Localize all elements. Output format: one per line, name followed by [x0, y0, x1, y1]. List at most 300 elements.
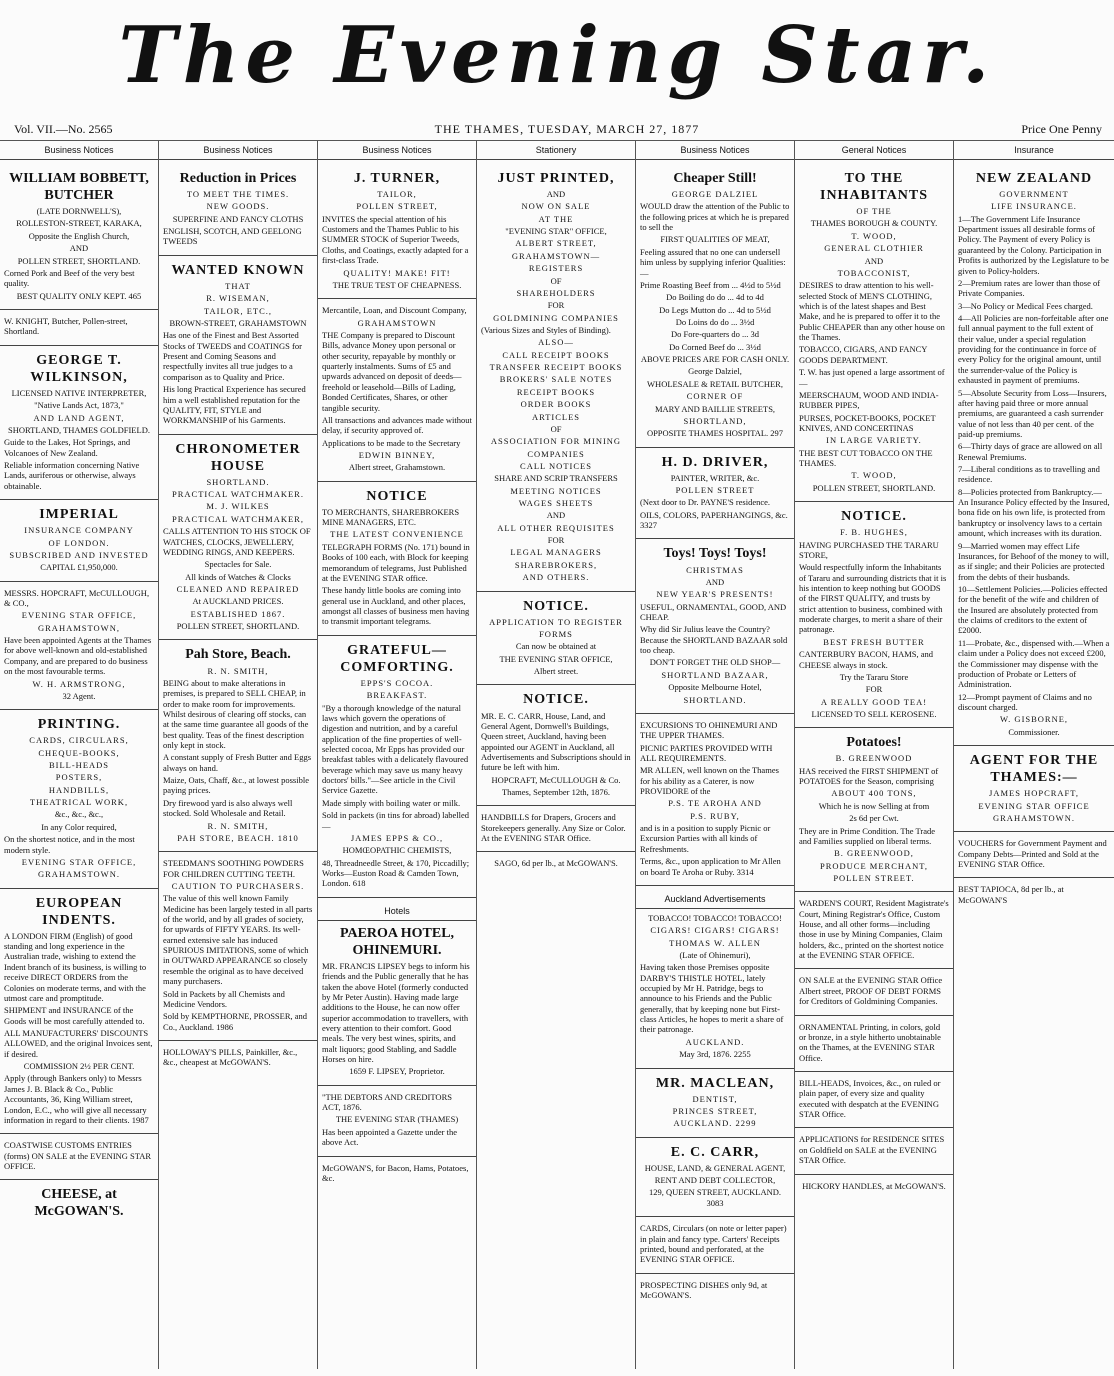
ad-line: BILL-HEADS, Invoices, &c., on ruled or plain paper, of every size and quality executed with despatch at the EVENING STAR Office.: [799, 1078, 941, 1120]
advertisement: [318, 299, 476, 481]
ad-line: The value of this well known Family Medicine has been largely tested in all parts of the world, and by all grades of society, for upwards of FIFTY YEARS. Its well-earned extensive sale has induced SPURIOUS IMITATIONS, some of which in OUTWARD APPEARANCE so closely resemble the original as to have deceived many purchasers.: [163, 893, 313, 987]
ad-line: These handy little books are coming into general use in Auckland, and other places, amongst all classes of business men having to transmit important telegrams.: [322, 585, 470, 627]
ad-line: NEW YEAR'S PRESENTS!: [656, 589, 774, 600]
ad-line: AND: [705, 576, 725, 587]
ad-line: POLLEN STREET, SHORTLAND.: [176, 621, 300, 632]
ad-line: Applications to be made to the Secretary: [322, 437, 461, 448]
ad-line: R. WISEMAN,: [206, 293, 270, 304]
ad-line: BEST QUALITY ONLY KEPT. 465: [16, 290, 142, 301]
ad-line: W. GISBORNE,: [999, 714, 1069, 725]
ad-line: APPLICATIONS for RESIDENCE SITES on Goldfield on SALE at the EVENING STAR Office.: [799, 1134, 945, 1166]
ad-line: Thames, September 12th, 1876.: [501, 787, 611, 798]
ad-line: TOBACCONIST,: [837, 267, 911, 278]
ad-line: TOBACCO, CIGARS, AND FANCY GOODS DEPARTMENT.: [799, 344, 928, 365]
ad-line: NOTICE.: [841, 509, 907, 525]
column-5: [636, 141, 795, 1369]
ad-line: BILL-HEADS: [48, 760, 110, 771]
ad-line: Do Corned Beef do ... 3½d: [669, 341, 761, 352]
ad-line: HAS received the FIRST SHIPMENT of POTATOES for the Season, comprising: [799, 765, 939, 787]
column-heading: Business Notices: [159, 141, 317, 160]
ad-line: Can now be obtained at: [515, 641, 597, 652]
ad-line: AGENT FOR THE THAMES:—: [969, 753, 1099, 786]
ad-line: TO THE INHABITANTS: [820, 170, 928, 204]
ad-line: PROSPECTING DISHES only 9d, at McGOWAN'S.: [640, 1279, 768, 1300]
ad-line: Sold by KEMPTHORNE, PROSSER, and Co., Auckland. 1986: [163, 1011, 308, 1032]
ad-line: MEERSCHAUM, WOOD AND INDIA-RUBBER PIPES,: [799, 389, 939, 411]
ad-line: "THE DEBTORS AND CREDITORS ACT, 1876.: [322, 1091, 452, 1113]
section-heading: Auckland Advertisements: [636, 890, 794, 909]
ad-line: JAMES HOPCRAFT,: [989, 788, 1079, 799]
ad-line: (Next door to Dr. PAYNE'S residence.: [640, 497, 771, 508]
price: Price One Penny: [1021, 121, 1102, 136]
ad-line: ORDER BOOKS: [520, 399, 592, 410]
ad-line: Pah Store, Beach.: [185, 647, 291, 663]
ad-line: DESIRES to draw attention to his well-selected Stock of MEN'S CLOTHING, which is of the latest shapes and Best Make, and he is prepared to offer it to the Public CHEAPER than any other house on the Thames.: [799, 280, 945, 343]
ad-line: THE EVENING STAR OFFICE,: [499, 653, 613, 664]
ad-line: APPLICATION TO REGISTER: [489, 616, 623, 627]
advertisement: [954, 878, 1114, 913]
ad-line: CHEQUE-BOOKS,: [38, 747, 120, 758]
ad-line: His long Practical Experience has secured him a well established reputation for the QUALITY, FIT, STYLE and WORKMANSHIP of his Garments.: [163, 384, 306, 426]
ad-line: ALSO—: [538, 337, 574, 348]
ad-line: OILS, COLORS, PAPERHANGINGS, &c. 3327: [640, 509, 788, 531]
ad-line: 7—Liberal conditions as to travelling and residence.: [958, 464, 1100, 485]
advertisement: [636, 714, 794, 886]
column-heading: Business Notices: [636, 141, 794, 160]
advertisement: [477, 852, 635, 876]
ad-line: TO MERCHANTS, SHAREBROKERS MINE MANAGERS, ETC.: [322, 506, 460, 528]
advertisement: [795, 502, 953, 728]
ad-line: JUST PRINTED,: [497, 170, 615, 186]
ad-line: OPPOSITE THAMES HOSPITAL. 297: [646, 428, 784, 439]
ad-line: GOLDMINING COMPANIES: [493, 312, 619, 323]
ad-line: Commissioner.: [1008, 726, 1060, 737]
ad-line: POLLEN STREET, SHORTLAND.: [812, 482, 936, 493]
columns: [0, 141, 1114, 1369]
ad-line: CHRONOMETER HOUSE: [175, 441, 301, 474]
ad-line: Having taken those Premises opposite DARBY'S THISTLE HOTEL, lately occupied by Mr H. Patridge, begs to announce to his Friends and the Public generally, that by keeping none but First-class Articles, he hopes to merit a share of their patronage.: [640, 962, 784, 1035]
advertisement: [954, 832, 1114, 878]
ad-line: LIFE INSURANCE.: [991, 201, 1077, 212]
ad-line: Apply (through Bankers only) to Messrs James J. B. Black & Co., Public Accountants, 36, King William street, London, E.C., who will give all necessary information in regard to their clients. 1987: [4, 1073, 149, 1125]
ad-line: NOTICE.: [523, 692, 589, 708]
ad-line: ASSOCIATION FOR MINING: [490, 436, 622, 447]
ad-line: POLLEN STREET: [675, 485, 755, 496]
ad-line: P.S. TE AROHA AND: [668, 798, 762, 809]
ad-line: Has one of the Finest and Best Assorted Stocks of TWEEDS and COATINGS for Present and Coming Seasons and respectfully invites all true judges to a comparison as to Quality and Price.: [163, 330, 302, 382]
ad-line: INSURANCE COMPANY: [24, 525, 134, 536]
column-7: [954, 141, 1114, 1369]
ad-line: All transactions and advances made without delay, if security approved of.: [322, 414, 472, 436]
ad-line: PRODUCE MERCHANT,: [820, 860, 928, 871]
advertisement: [159, 640, 317, 852]
ad-line: OF THE: [856, 206, 892, 217]
ad-line: CARDS, CIRCULARS,: [29, 735, 129, 746]
ad-line: AND: [69, 243, 89, 254]
advertisement: [159, 435, 317, 641]
ad-line: SUBSCRIBED AND INVESTED: [9, 549, 149, 560]
advertisement: [636, 448, 794, 540]
masthead: [0, 0, 1114, 112]
advertisement: [0, 500, 158, 582]
ad-line: "By a thorough knowledge of the natural laws which govern the operations of digestion and nutrition, and by a careful application of the fine properties of well-selected cocoa, Mr Epps has provided our breakfast tables with a delicately flavoured beverage which may save us many heavy doctors' bills."—See article in the Civil Service Gazette.: [322, 702, 469, 796]
ad-line: Feeling assured that no one can undersell him unless by supplying inferior Qualities:—: [640, 246, 786, 278]
ad-line: SHIPMENT and INSURANCE of the Goods will be most carefully attended to.: [4, 1005, 145, 1026]
ad-line: GEORGE T. WILKINSON,: [30, 352, 128, 385]
column-1: [0, 141, 159, 1369]
ad-line: BEING about to make alterations in premises, is prepared to SELL CHEAP, in order to make room for improvements. Whilst desirous of clearing off stocks, can at the same time guarantee all goods of the best quality. Teas of the finest description only kept in stock.: [163, 677, 309, 751]
ad-line: BREAKFAST.: [366, 690, 428, 701]
ad-line: RECEIPT BOOKS: [516, 386, 596, 397]
ad-line: On the shortest notice, and in the most modern style.: [4, 834, 135, 855]
ad-line: Albert street.: [533, 666, 579, 677]
advertisement: [795, 1072, 953, 1128]
advertisement: [0, 582, 158, 711]
ad-line: PURSES, POCKET-BOOKS, POCKET KNIVES, AND CONCERTINAS: [799, 412, 936, 433]
column-heading: General Notices: [795, 141, 953, 160]
ad-line: TAILOR,: [377, 189, 417, 200]
advertisement: [0, 1134, 158, 1180]
ad-line: COMPANIES: [527, 448, 585, 459]
ad-line: GRATEFUL—COMFORTING.: [340, 642, 454, 675]
ad-line: HAVING PURCHASED THE TARARU STORE,: [799, 539, 939, 560]
ad-line: (Various Sizes and Styles of Binding).: [481, 325, 611, 335]
advertisement: [0, 1180, 158, 1228]
advertisement: [795, 164, 953, 502]
ad-line: OF LONDON.: [48, 537, 110, 548]
ad-line: Do Fore-quarters do ... 3d: [670, 329, 760, 340]
advertisement: [318, 1086, 476, 1157]
ad-line: WILLIAM BOBBETT, BUTCHER: [9, 170, 149, 204]
ad-line: POLLEN STREET.: [833, 872, 915, 883]
ad-line: AUCKLAND. 2299: [673, 1118, 757, 1129]
ad-line: HOMŒOPATHIC CHEMISTS,: [342, 845, 452, 856]
ad-line: NOTICE.: [523, 598, 589, 614]
ad-line: EVENING STAR OFFICE,: [21, 610, 137, 621]
ad-line: ALL MANUFACTURERS' DISCOUNTS ALLOWED, and the original Invoices sent, if desired.: [4, 1028, 153, 1059]
ad-line: WARDEN'S COURT, Resident Magistrate's Court, Mining Registrar's Office, Custom House, and all other forms—including those in use by Mining Companies, Claim holders, &c., printed on the shortest notice at the EVENING STAR OFFICE.: [799, 898, 949, 961]
ad-line: SAGO, 6d per lb., at McGOWAN'S.: [494, 858, 618, 869]
ad-line: WAGES SHEETS: [518, 498, 594, 509]
ad-line: IMPERIAL: [39, 507, 119, 523]
ad-line: T. W. has just opened a large assortment of—: [799, 367, 945, 388]
ad-line: 129, QUEEN STREET, AUCKLAND. 3083: [648, 1187, 782, 1208]
ad-line: THE LATEST CONVENIENCE: [330, 529, 464, 540]
advertisement: [636, 1069, 794, 1138]
ad-line: 10—Settlement Policies.—Policies effected for the benefit of the wife and children of the Insured are absolutely protected from the claims of creditors to the extent of £2000.: [958, 583, 1108, 636]
advertisement: [318, 1157, 476, 1192]
ad-line: LICENSED TO SELL KEROSENE.: [811, 708, 937, 719]
ad-line: AND: [546, 189, 566, 200]
ad-line: R. N. SMITH,: [207, 665, 269, 676]
ad-line: W. H. ARMSTRONG,: [32, 678, 126, 689]
ad-line: GRAHAMSTOWN,: [38, 622, 120, 633]
ad-line: They are in Prime Condition. The Trade and Families supplied on liberal terms.: [799, 825, 936, 846]
column-6: [795, 141, 954, 1369]
ad-line: CALL RECEIPT BOOKS: [502, 349, 610, 360]
advertisement: [636, 1274, 794, 1309]
ad-line: MR. E. C. CARR, House, Land, and General Agent, Dornwell's Buildings, Queen street, Auckland, having been appointed our AGENT in Auckland, all Advertisements and Subscriptions should in future be left with him.: [481, 710, 631, 773]
ad-line: MR. FRANCIS LIPSEY begs to inform his friends and the Public generally that he has taken the above Hotel (formerly conducted by Mr Peter Austin). Having made large additions to the House, he can now offer superior accommodation to travellers, with every attention to their comfort. Good meals. The very best wines, spirits, and malt liquors; good Stabling, and Saddle Horses on hire.: [322, 960, 470, 1065]
ad-line: P.S. RUBY,: [690, 810, 740, 821]
ad-line: ORNAMENTAL Printing, in colors, gold or bronze, in a style hitherto unobtainable on the Thames, at the EVENING STAR Office.: [799, 1021, 941, 1063]
ad-line: GENERAL CLOTHIER: [824, 243, 924, 254]
ad-line: Would respectfully inform the Inhabitants of Tararu and surrounding districts that it is his intention to keep nothing but GOODS of the FIRST QUALITY, and trusts by strict attention to business, combined with moderate charges, to merit a share of their patronage.: [799, 562, 947, 635]
ad-line: All kinds of Watches & Clocks: [185, 571, 291, 582]
ad-line: Try the Tararu Store: [839, 671, 909, 682]
ad-line: 5—Absolute Security from Loss—Insurers, after having paid three or more annual premiums, are guaranteed a cash surrender value of not less than 40 per cent. of the paid-up premiums.: [958, 387, 1107, 439]
advertisement: [954, 164, 1114, 746]
advertisement: [636, 164, 794, 448]
ad-line: 2s 6d per Cwt.: [849, 813, 899, 824]
ad-line: &c., &c., &c.,: [54, 809, 104, 820]
ad-line: B. GREENWOOD,: [834, 848, 914, 859]
ad-line: HANDBILLS for Drapers, Grocers and Storekeepers generally. Any Size or Color. At the EVENING STAR Office.: [481, 812, 626, 844]
ad-line: MARY AND BAILLIE STREETS,: [654, 403, 776, 414]
ad-line: Potatoes!: [846, 735, 902, 751]
ad-line: (LATE DORNWELL'S),: [36, 206, 122, 217]
ad-line: VOUCHERS for Government Payment and Company Debts—Printed and Sold at the EVENING STAR Office.: [958, 838, 1107, 869]
ad-line: PRACTICAL WATCHMAKER.: [172, 489, 304, 500]
ad-line: CIGARS! CIGARS! CIGARS!: [650, 925, 780, 936]
ad-line: Opposite Melbourne Hotel,: [668, 682, 762, 693]
advertisement: [636, 1217, 794, 1273]
column-heading: Business Notices: [0, 141, 158, 160]
ad-line: T. WOOD,: [851, 230, 897, 241]
ad-line: TOBACCO! TOBACCO! TOBACCO!: [648, 912, 782, 923]
ad-line: SHORTLAND.: [206, 476, 270, 487]
ad-line: WHOLESALE & RETAIL BUTCHER,: [647, 378, 783, 389]
ad-line: ALBERT STREET,: [515, 238, 597, 249]
ad-line: THEATRICAL WORK,: [29, 797, 129, 808]
advertisement: [318, 636, 476, 898]
ad-line: EVENING STAR OFFICE: [978, 800, 1090, 811]
ad-line: McGOWAN'S, for Bacon, Hams, Potatoes, &c.: [322, 1162, 469, 1183]
advertisement: [477, 806, 635, 852]
advertisement: [795, 969, 953, 1015]
ad-line: SHAREBROKERS,: [514, 559, 598, 570]
ad-line: STEEDMAN'S SOOTHING POWDERS FOR CHILDREN CUTTING TEETH.: [163, 858, 304, 879]
ad-line: RENT AND DEBT COLLECTOR,: [654, 1175, 776, 1186]
ad-line: EPPS'S COCOA.: [360, 677, 434, 688]
ad-line: CHEESE, at McGOWAN'S.: [34, 1187, 124, 1220]
ad-line: CORNER OF: [686, 391, 744, 402]
column-2: [159, 141, 318, 1369]
ad-line: At AUCKLAND PRICES.: [192, 596, 284, 607]
ad-line: FOR: [547, 535, 565, 546]
ad-line: BROKERS' SALE NOTES: [499, 374, 613, 385]
advertisement: [318, 482, 476, 636]
ad-line: CAUTION TO PURCHASERS.: [171, 880, 305, 891]
advertisement: [954, 746, 1114, 832]
ad-line: EXCURSIONS TO OHINEMURI AND THE UPPER THAMES.: [640, 719, 778, 741]
ad-line: Albert street, Grahamstown.: [348, 462, 446, 473]
ad-line: 1659 F. LIPSEY, Proprietor.: [349, 1066, 445, 1077]
ad-line: 12—Prompt payment of Claims and no discount charged.: [958, 691, 1092, 712]
ad-line: NOW ON SALE: [521, 201, 591, 212]
ad-line: SHORTLAND,: [683, 415, 747, 426]
section-heading: Hotels: [318, 902, 476, 921]
advertisement: [636, 1138, 794, 1218]
advertisement: [636, 539, 794, 713]
ad-line: PICNIC PARTIES PROVIDED WITH ALL REQUIREMENTS.: [640, 742, 773, 763]
ad-line: REGISTERS: [528, 263, 584, 274]
ad-line: PRINCES STREET,: [672, 1105, 758, 1116]
ad-line: Prime Roasting Beef from ... 4½d to 5½d: [640, 279, 781, 290]
ad-line: Made simply with boiling water or milk.: [322, 797, 461, 808]
ad-line: Sold in Packets by all Chemists and Medicine Vendors.: [163, 988, 285, 1009]
ad-line: USEFUL, ORNAMENTAL, GOOD, AND CHEAP.: [640, 601, 787, 622]
ad-line: AT THE: [538, 213, 574, 224]
ad-line: George Dalziel,: [688, 366, 742, 377]
ad-line: 4—All Policies are non-forfeitable after one full annual payment to the full extent of their value, under a special regulation providing for the continuance in force of every Policy for the original amount, until the surrender-value of the Policy is exhausted in payment of premiums.: [958, 313, 1109, 386]
ad-line: HICKORY HANDLES, at McGOWAN'S.: [802, 1180, 946, 1191]
ad-line: GRAHAMSTOWN.: [38, 869, 120, 880]
ad-line: ESTABLISHED 1867.: [190, 608, 286, 619]
ad-line: INVITES the special attention of his Customers and the Thames Public to his SUMMER STOCK of Superior Tweeds, Cloths, and Coatings, exactly adapted for a first-class Trade.: [322, 213, 469, 266]
ad-line: Reduction in Prices: [179, 170, 297, 186]
ad-line: Reliable information concerning Native Lands, auriferous or otherwise, always obtainable.: [4, 460, 140, 491]
ad-line: Dry firewood yard is also always well stocked. Sold Wholesale and Retail.: [163, 797, 293, 819]
ad-line: GEORGE DALZIEL: [671, 189, 759, 200]
ad-line: HOPCRAFT, McCULLOUGH & Co.: [491, 774, 621, 785]
advertisement: [318, 898, 476, 1086]
ad-line: CHRISTMAS: [686, 564, 744, 575]
ad-line: SHORTLAND, THAMES GOLDFIELD.: [8, 424, 150, 435]
ad-line: WOULD draw the attention of the Public to the following prices at which he is prepared to sell the: [640, 201, 790, 233]
advertisement: [0, 710, 158, 888]
ad-line: "Native Lands Act, 1873,": [34, 400, 124, 411]
ad-line: COASTWISE CUSTOMS ENTRIES (forms) ON SALE at the EVENING STAR OFFICE.: [4, 1140, 152, 1171]
advertisement: [477, 592, 635, 686]
column-heading: Insurance: [954, 141, 1114, 160]
ad-line: 9—Married women may effect Life Insurances, for Behoof of the money to will, as if single; and their Policies are protected from the debts of their husbands.: [958, 540, 1109, 582]
ad-line: Have been appointed Agents at the Thames for above well-known and old-established Company, and are prepared to do business on the most favourable terms.: [4, 635, 152, 677]
ad-line: 1—The Government Life Insurance Department issues all desirable forms of Policy. The Payment of every Policy is guaranteed by the Colony. Participation in Profits is authorized by the Legislature to be given to Policy-holders.: [958, 213, 1109, 276]
ad-line: DON'T FORGET THE OLD SHOP—: [649, 657, 781, 668]
ad-line: Sold in packets (in tins for abroad) labelled—: [322, 810, 470, 831]
ad-line: ALL OTHER REQUISITES: [497, 522, 615, 533]
ad-line: W. KNIGHT, Butcher, Pollen-street, Shortland.: [4, 316, 128, 337]
ad-line: HOUSE, LAND, & GENERAL AGENT,: [644, 1162, 786, 1173]
ad-line: and is in a position to supply Picnic or Excursion Parties with all kinds of Refreshments.: [640, 823, 771, 854]
ad-line: J. TURNER,: [353, 170, 441, 186]
ad-line: THE TRUE TEST OF CHEAPNESS.: [332, 279, 462, 290]
ad-line: CARDS, Circulars (on note or letter paper) in plain and fancy type. Carters' Receipts printed, bound and perforated, at the EVENING STAR OFFICE.: [640, 1223, 787, 1265]
advertisement: [159, 256, 317, 435]
column-4: [477, 141, 636, 1369]
ad-line: CANTERBURY BACON, HAMS, and CHEESE always in stock.: [799, 649, 934, 670]
ad-line: OF: [550, 275, 562, 286]
ad-line: PRACTICAL WATCHMAKER,: [172, 513, 304, 524]
ad-line: POLLEN STREET,: [356, 201, 438, 212]
ad-line: ARTICLES: [531, 411, 581, 422]
ad-line: Do Legs Mutton do ... 4d to 5½d: [659, 304, 771, 315]
ad-line: AND: [546, 510, 566, 521]
ad-line: SHARE AND SCRIP TRANSFERS: [494, 473, 618, 484]
ad-line: 32 Agent.: [62, 690, 96, 701]
ad-line: THAMES BOROUGH & COUNTY.: [810, 218, 938, 229]
ad-line: COMMISSION 2½ PER CENT.: [23, 1061, 135, 1072]
advertisement: [318, 164, 476, 299]
ad-line: A constant supply of Fresh Butter and Eggs always on hand.: [163, 752, 312, 773]
ad-line: WANTED KNOWN: [171, 262, 305, 278]
ad-line: Which he is now Selling at from: [818, 800, 930, 811]
ad-line: EUROPEAN INDENTS.: [35, 895, 123, 928]
ad-line: FORMS: [539, 628, 573, 639]
ad-line: PAH STORE, BEACH. 1810: [177, 832, 299, 843]
ad-line: DENTIST,: [692, 1093, 738, 1104]
ad-line: LEGAL MANAGERS: [510, 547, 602, 558]
ad-line: B. GREENWOOD: [835, 753, 913, 764]
advertisement: [0, 889, 158, 1135]
ad-line: Spectacles for Sale.: [204, 559, 272, 570]
ad-line: AND LAND AGENT,: [33, 412, 125, 423]
ad-line: POLLEN STREET, SHORTLAND.: [17, 255, 141, 266]
ad-line: JAMES EPPS & CO.,: [350, 832, 444, 843]
ad-line: A REALLY GOOD TEA!: [820, 696, 928, 707]
ad-line: T. WOOD,: [851, 470, 897, 481]
ad-line: Corned Pork and Beef of the very best quality.: [4, 267, 135, 289]
ad-line: TAILOR, ETC.,: [203, 305, 273, 316]
ad-line: THE BEST CUT TOBACCO ON THE THAMES.: [799, 447, 933, 469]
ad-line: CLEANED AND REPAIRED: [176, 583, 300, 594]
ad-line: ROLLESTON-STREET, KARAKA,: [16, 218, 142, 229]
ad-line: PAEROA HOTEL, OHINEMURI.: [339, 925, 455, 958]
ad-line: In any Color required,: [41, 821, 117, 832]
ad-line: 8—Policies protected from Bankruptcy.—An Insurance Policy effected by the Insured, bona fide on his own life, is protected from bankruptcy or insolvency laws to a certain amount, which increases with its duration.: [958, 486, 1110, 539]
ad-line: 6—Thirty days of grace are allowed on all Renewal Premiums.: [958, 441, 1103, 462]
ad-line: NEW ZEALAND: [975, 170, 1093, 186]
ad-line: Do Loins do do ... 3½d: [675, 317, 755, 327]
column-heading: Stationery: [477, 141, 635, 160]
ad-line: BEST TAPIOCA, 8d per lb., at McGOWAN'S: [958, 884, 1064, 905]
ad-line: Do Boiling do do ... 4d to 4d: [666, 292, 764, 303]
ad-line: OF: [550, 423, 562, 434]
ad-line: NOTICE: [366, 488, 428, 504]
ad-line: SHORTLAND.: [683, 694, 747, 705]
advertisement: [636, 886, 794, 1069]
ad-line: May 3rd, 1876. 2255: [679, 1049, 751, 1060]
ad-line: Toys! Toys! Toys!: [663, 546, 767, 562]
ad-line: EDWIN BINNEY,: [358, 449, 436, 460]
ad-line: FOR: [865, 684, 883, 695]
ad-line: Why did Sir Julius leave the Country? Because the SHORTLAND BAZAAR sold too cheap.: [640, 624, 788, 656]
advertisement: [795, 1128, 953, 1174]
advertisement: [159, 1041, 317, 1076]
ad-line: QUALITY! MAKE! FIT!: [343, 267, 451, 278]
ad-line: TRANSFER RECEIPT BOOKS: [489, 362, 623, 373]
advertisement: [795, 1175, 953, 1199]
ad-line: Terms, &c., upon application to Mr Allen on board Te Aroha or Ruby. 3314: [640, 856, 781, 877]
ad-line: 48, Threadneedle Street, & 170, Piccadilly; Works—Euston Road & Camden Town, London. 618: [322, 857, 470, 889]
ad-line: (Late of Ohinemuri),: [679, 949, 751, 960]
ad-line: HOLLOWAY'S PILLS, Painkiller, &c., &c., cheapest at McGOWAN'S.: [163, 1047, 298, 1068]
volume-number: Vol. VII.—No. 2565: [14, 121, 113, 136]
masthead-title: The Evening Star.: [118, 10, 996, 101]
ad-line: THAT: [225, 280, 251, 291]
column-3: [318, 141, 477, 1369]
advertisement: [795, 728, 953, 892]
ad-line: 11—Probate, &c., dispensed with.—When a claim under a Policy does not exceed £200, the Commissioner may dispense with the production of Probate or Letters of Administration.: [958, 637, 1110, 690]
ad-line: 3—No Policy or Medical Fees charged.: [958, 300, 1093, 311]
ad-line: R. N. SMITH,: [207, 820, 269, 831]
ad-line: TELEGRAPH FORMS (No. 171) bound in Books of 100 each, with Block for keeping memorandum of telegrams, Just Published at the EVENING STAR office.: [322, 541, 470, 583]
ad-line: HANDBILLS,: [48, 784, 110, 795]
ad-line: AND: [864, 255, 884, 266]
ad-line: Cheaper Still!: [673, 170, 757, 186]
ad-line: MR. MACLEAN,: [655, 1075, 775, 1091]
